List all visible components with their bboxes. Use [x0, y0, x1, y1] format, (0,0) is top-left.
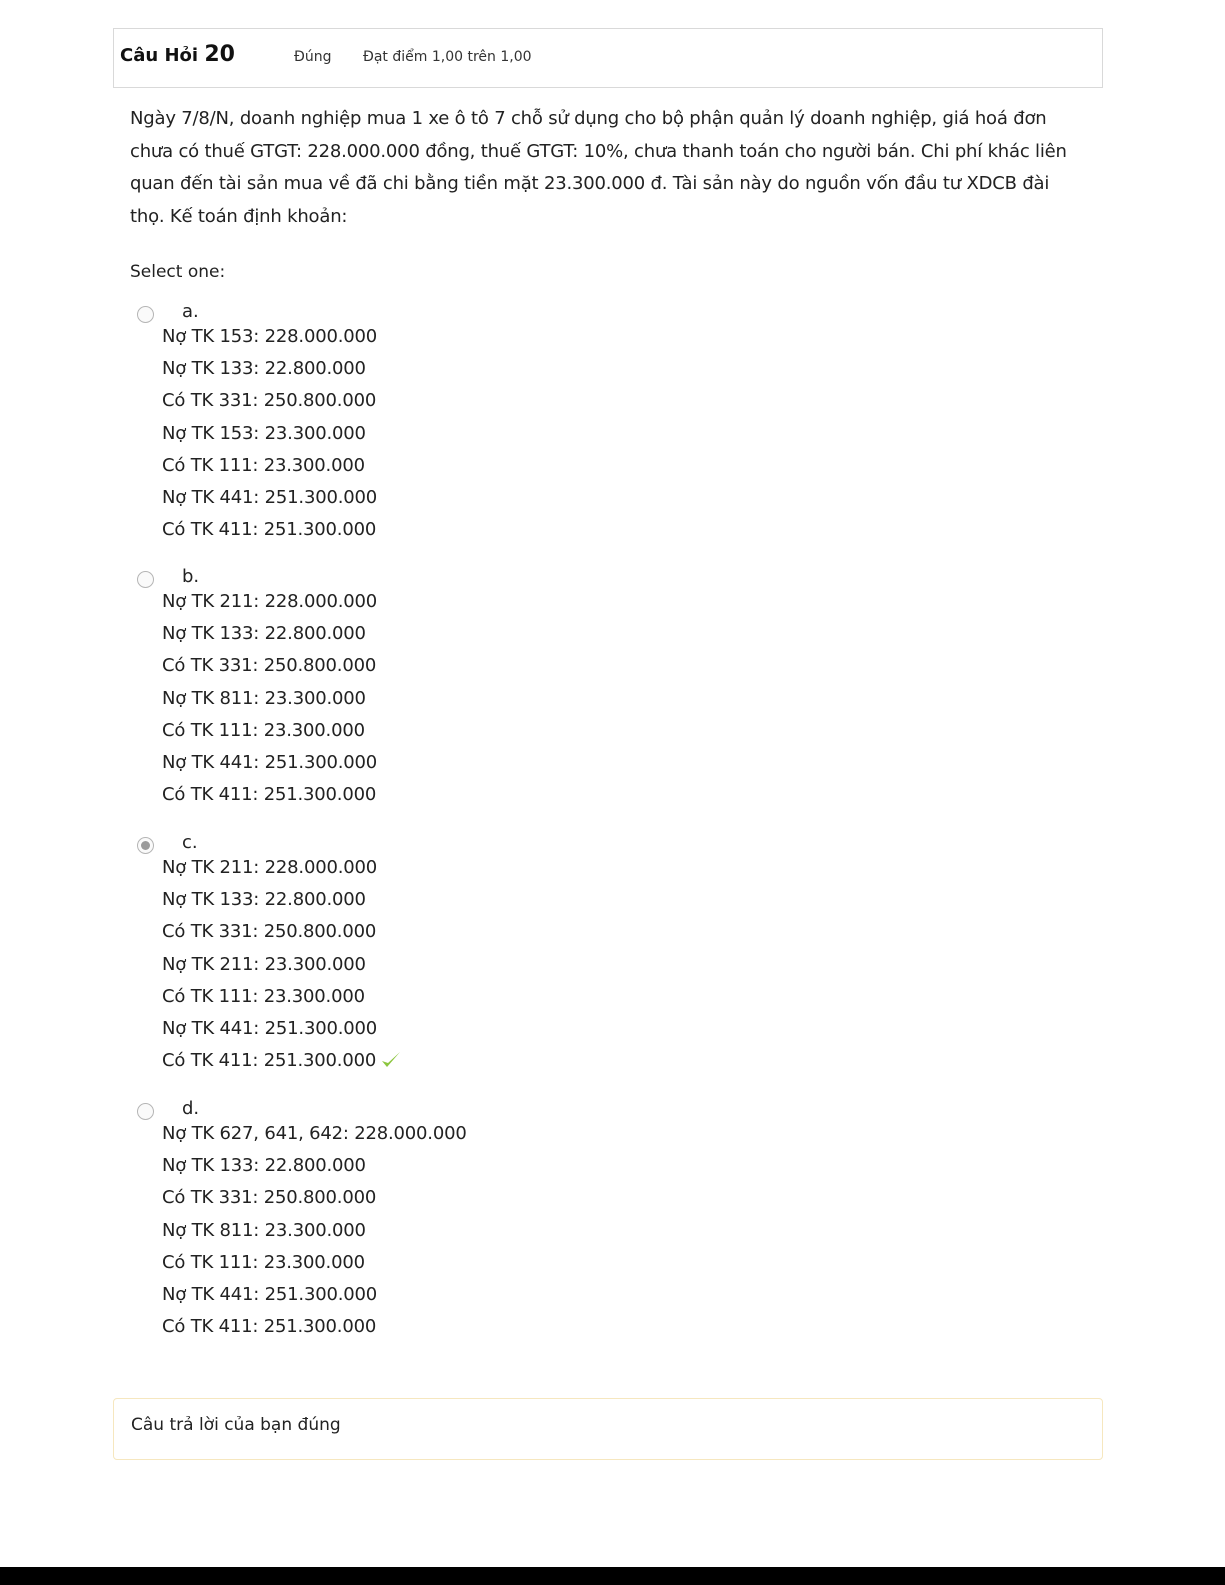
option-letter: d. [182, 1098, 200, 1119]
option-line: Có TK 111: 23.300.000 [162, 1251, 365, 1273]
option-lines [162, 852, 402, 1077]
option-line: Có TK 331: 250.800.000 [162, 655, 377, 677]
option-lines [162, 321, 377, 546]
option-letter: b. [182, 566, 200, 587]
option-line: Nợ TK 627, 641, 642: 228.000.000 [162, 1123, 467, 1144]
select-one-prompt: Select one: [130, 262, 226, 282]
option-line: Có TK 331: 250.800.000 [162, 921, 377, 943]
option-line: Nợ TK 153: 228.000.000 [162, 326, 377, 347]
option-line: Có TK 331: 250.800.000 [162, 390, 377, 412]
checkmark-icon [380, 1049, 402, 1071]
feedback-box [113, 1398, 1103, 1460]
option-line: Nợ TK 133: 22.800.000 [162, 358, 366, 380]
option-lines [162, 586, 377, 811]
option-line: Nợ TK 133: 22.800.000 [162, 1155, 366, 1177]
option-line: Nợ TK 211: 228.000.000 [162, 857, 377, 878]
bottom-edge-bar [0, 1567, 1225, 1585]
option-line: Nợ TK 441: 251.300.000 [162, 752, 377, 774]
option-line: Nợ TK 211: 228.000.000 [162, 591, 377, 612]
question-title-prefix: Câu Hỏi [120, 45, 199, 66]
option-line: Có TK 111: 23.300.000 [162, 985, 365, 1007]
question-text: Ngày 7/8/N, doanh nghiệp mua 1 xe ô tô 7 chỗ sử dụng cho bộ phận quản lý doanh nghiệp, giá hoá đơn chưa có thuế GTGT: 228.000.000 đồng, thuế GTGT: 10%, chưa thanh toán cho người bán. Chi phí khác liên quan đến tài sản mua về đã chi bằng tiền mặt 23.300.000 đ. Tài sản này do nguồn vốn đầu tư XDCB đài thọ. Kế toán định khoản: [130, 108, 1067, 227]
option-line: Nợ TK 133: 22.800.000 [162, 889, 366, 911]
option-lines [162, 1118, 467, 1343]
option-letter: c. [182, 832, 198, 853]
radio-option-c[interactable] [137, 837, 154, 854]
radio-option-a[interactable] [137, 306, 154, 323]
option-line: Nợ TK 153: 23.300.000 [162, 422, 366, 444]
option-line: Nợ TK 441: 251.300.000 [162, 1018, 377, 1040]
option-line: Nợ TK 133: 22.800.000 [162, 623, 366, 645]
radio-option-b[interactable] [137, 571, 154, 588]
question-state: Đúng [294, 49, 332, 65]
option-letter: a. [182, 301, 199, 322]
option-line: Có TK 411: 251.300.000 [162, 519, 377, 541]
option-line: Nợ TK 811: 23.300.000 [162, 1219, 366, 1241]
question-grade: Đạt điểm 1,00 trên 1,00 [363, 49, 532, 65]
option-line-last [162, 1045, 402, 1077]
option-line: Có TK 411: 251.300.000 [162, 784, 377, 806]
question-info-box [113, 28, 1103, 88]
feedback-text: Câu trả lời của bạn đúng [131, 1415, 341, 1435]
option-line: Có TK 411: 251.300.000 [162, 1316, 377, 1338]
radio-option-d[interactable] [137, 1103, 154, 1120]
option-line: Có TK 111: 23.300.000 [162, 719, 365, 741]
option-line: Nợ TK 811: 23.300.000 [162, 687, 366, 709]
question-title [120, 42, 235, 67]
question-number: 20 [204, 42, 235, 67]
option-line: Nợ TK 211: 23.300.000 [162, 953, 366, 975]
option-line: Nợ TK 441: 251.300.000 [162, 1284, 377, 1306]
option-line: Nợ TK 441: 251.300.000 [162, 487, 377, 509]
option-line: Có TK 111: 23.300.000 [162, 454, 365, 476]
option-line-text: Có TK 411: 251.300.000 [162, 1050, 377, 1072]
option-line: Có TK 331: 250.800.000 [162, 1187, 377, 1209]
